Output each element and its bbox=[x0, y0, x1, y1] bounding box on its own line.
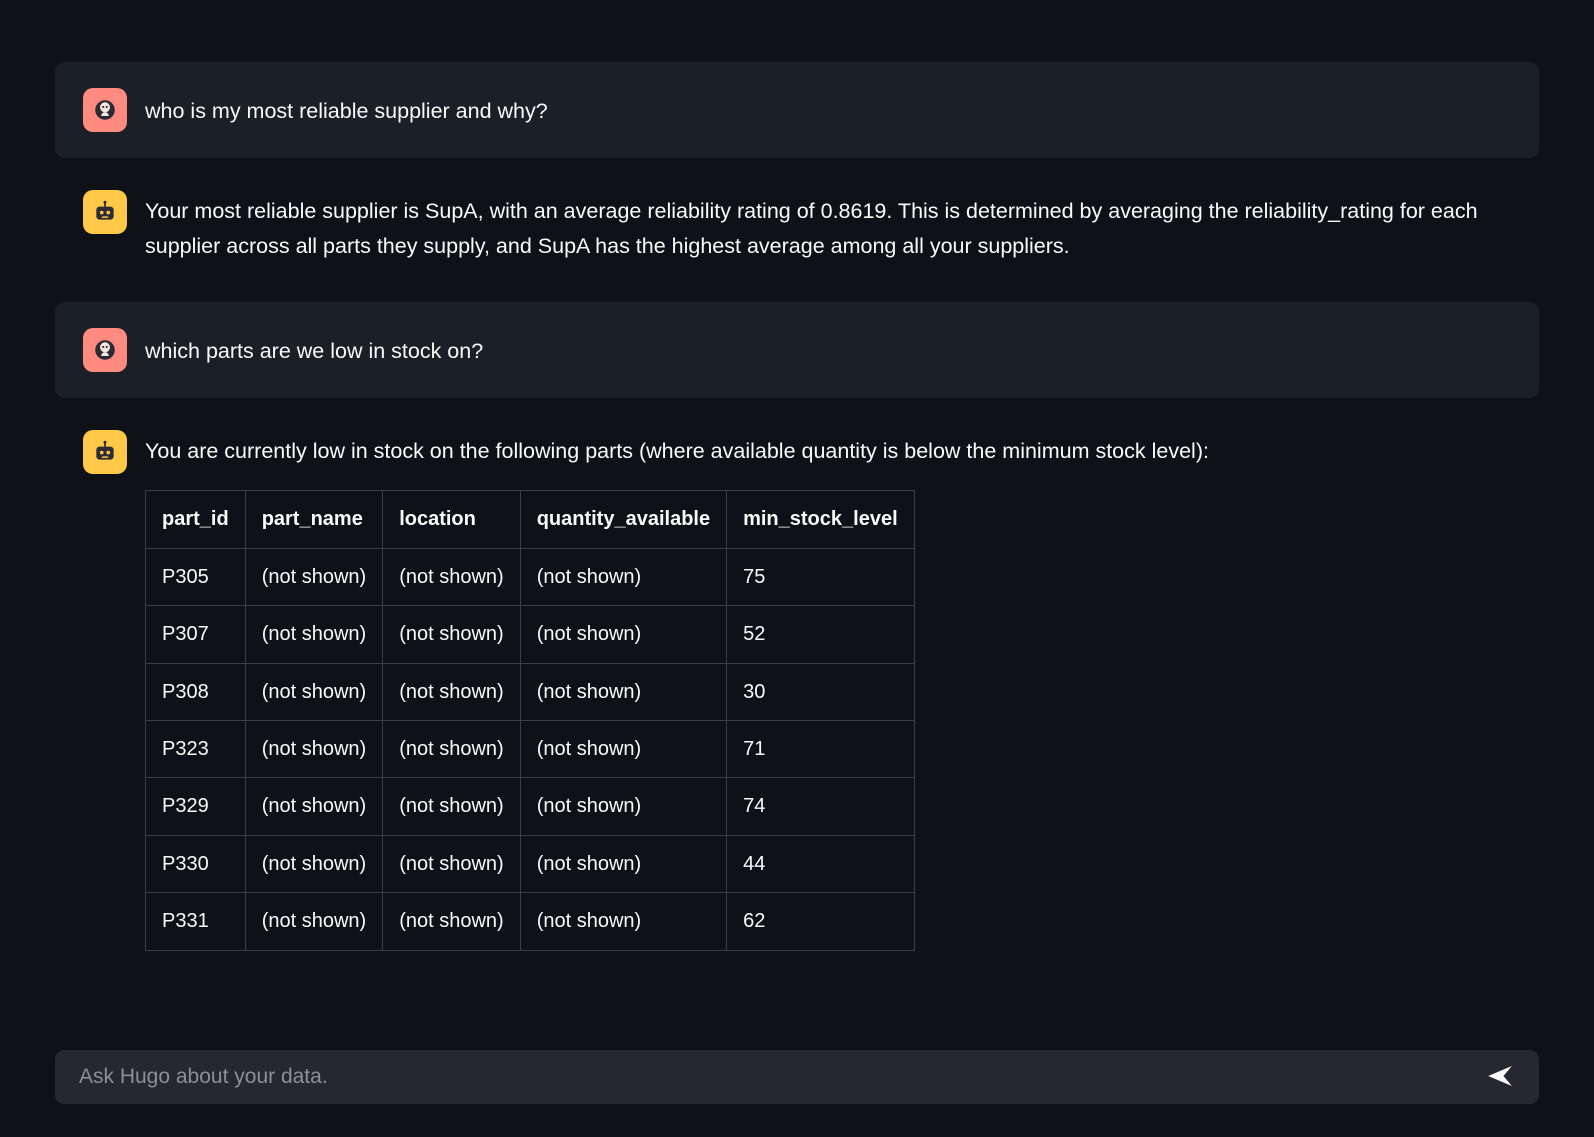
cell-quantity-available: (not shown) bbox=[520, 548, 726, 605]
cell-location: (not shown) bbox=[383, 835, 521, 892]
cell-part-id: P307 bbox=[146, 606, 246, 663]
cell-min-stock-level: 71 bbox=[727, 721, 915, 778]
table-row bbox=[146, 663, 915, 720]
chat-message-user bbox=[55, 302, 1539, 398]
user-face-icon bbox=[83, 328, 127, 372]
table-row bbox=[146, 893, 915, 950]
message-text: You are currently low in stock on the following parts (where available quantity is below the minimum stock level): bbox=[145, 438, 1209, 463]
table-row bbox=[146, 778, 915, 835]
cell-location: (not shown) bbox=[383, 606, 521, 663]
table-body bbox=[146, 548, 915, 950]
user-face-icon bbox=[83, 88, 127, 132]
cell-part-name: (not shown) bbox=[245, 548, 383, 605]
cell-quantity-available: (not shown) bbox=[520, 893, 726, 950]
cell-quantity-available: (not shown) bbox=[520, 721, 726, 778]
cell-location: (not shown) bbox=[383, 778, 521, 835]
cell-location: (not shown) bbox=[383, 893, 521, 950]
column-header-part-id: part_id bbox=[146, 491, 246, 548]
cell-min-stock-level: 62 bbox=[727, 893, 915, 950]
cell-part-name: (not shown) bbox=[245, 606, 383, 663]
low-stock-table bbox=[145, 490, 915, 950]
send-button[interactable] bbox=[1479, 1057, 1521, 1098]
chat-composer[interactable] bbox=[55, 1050, 1539, 1104]
table-row bbox=[146, 606, 915, 663]
robot-icon bbox=[83, 190, 127, 234]
cell-min-stock-level: 52 bbox=[727, 606, 915, 663]
message-content bbox=[145, 88, 1511, 129]
message-content bbox=[145, 430, 1511, 951]
robot-icon bbox=[83, 430, 127, 474]
message-text: which parts are we low in stock on? bbox=[145, 338, 484, 363]
cell-part-name: (not shown) bbox=[245, 778, 383, 835]
table-header bbox=[146, 491, 915, 548]
message-text: who is my most reliable supplier and why? bbox=[145, 99, 548, 123]
table-row bbox=[146, 548, 915, 605]
cell-part-id: P329 bbox=[146, 778, 246, 835]
cell-part-id: P330 bbox=[146, 835, 246, 892]
cell-min-stock-level: 30 bbox=[727, 663, 915, 720]
cell-part-id: P331 bbox=[146, 893, 246, 950]
column-header-quantity-available: quantity_available bbox=[520, 491, 726, 548]
cell-part-name: (not shown) bbox=[245, 893, 383, 950]
message-content bbox=[145, 190, 1511, 264]
chat-message-assistant bbox=[55, 170, 1539, 290]
message-text: Your most reliable supplier is SupA, with an average reliability rating of 0.8619. This is determined by averaging the reliability_rating for each supplier across all parts they supply, and SupA has the highest average among all your suppliers. bbox=[145, 199, 1478, 258]
cell-quantity-available: (not shown) bbox=[520, 835, 726, 892]
cell-quantity-available: (not shown) bbox=[520, 778, 726, 835]
column-header-location: location bbox=[383, 491, 521, 548]
cell-part-name: (not shown) bbox=[245, 721, 383, 778]
column-header-part-name: part_name bbox=[245, 491, 383, 548]
cell-location: (not shown) bbox=[383, 721, 521, 778]
table-row bbox=[146, 721, 915, 778]
cell-part-id: P308 bbox=[146, 663, 246, 720]
chat-message-assistant bbox=[55, 410, 1539, 977]
cell-part-id: P305 bbox=[146, 548, 246, 605]
chat-message-user bbox=[55, 62, 1539, 158]
cell-location: (not shown) bbox=[383, 548, 521, 605]
message-content bbox=[145, 328, 1511, 369]
cell-part-name: (not shown) bbox=[245, 663, 383, 720]
chat-input[interactable] bbox=[77, 1064, 1479, 1090]
cell-quantity-available: (not shown) bbox=[520, 663, 726, 720]
cell-min-stock-level: 74 bbox=[727, 778, 915, 835]
cell-quantity-available: (not shown) bbox=[520, 606, 726, 663]
cell-part-id: P323 bbox=[146, 721, 246, 778]
cell-min-stock-level: 44 bbox=[727, 835, 915, 892]
send-paper-plane-icon bbox=[1485, 1061, 1515, 1094]
cell-location: (not shown) bbox=[383, 663, 521, 720]
column-header-min-stock-level: min_stock_level bbox=[727, 491, 915, 548]
cell-part-name: (not shown) bbox=[245, 835, 383, 892]
table-header-row bbox=[146, 491, 915, 548]
table-row bbox=[146, 835, 915, 892]
cell-min-stock-level: 75 bbox=[727, 548, 915, 605]
